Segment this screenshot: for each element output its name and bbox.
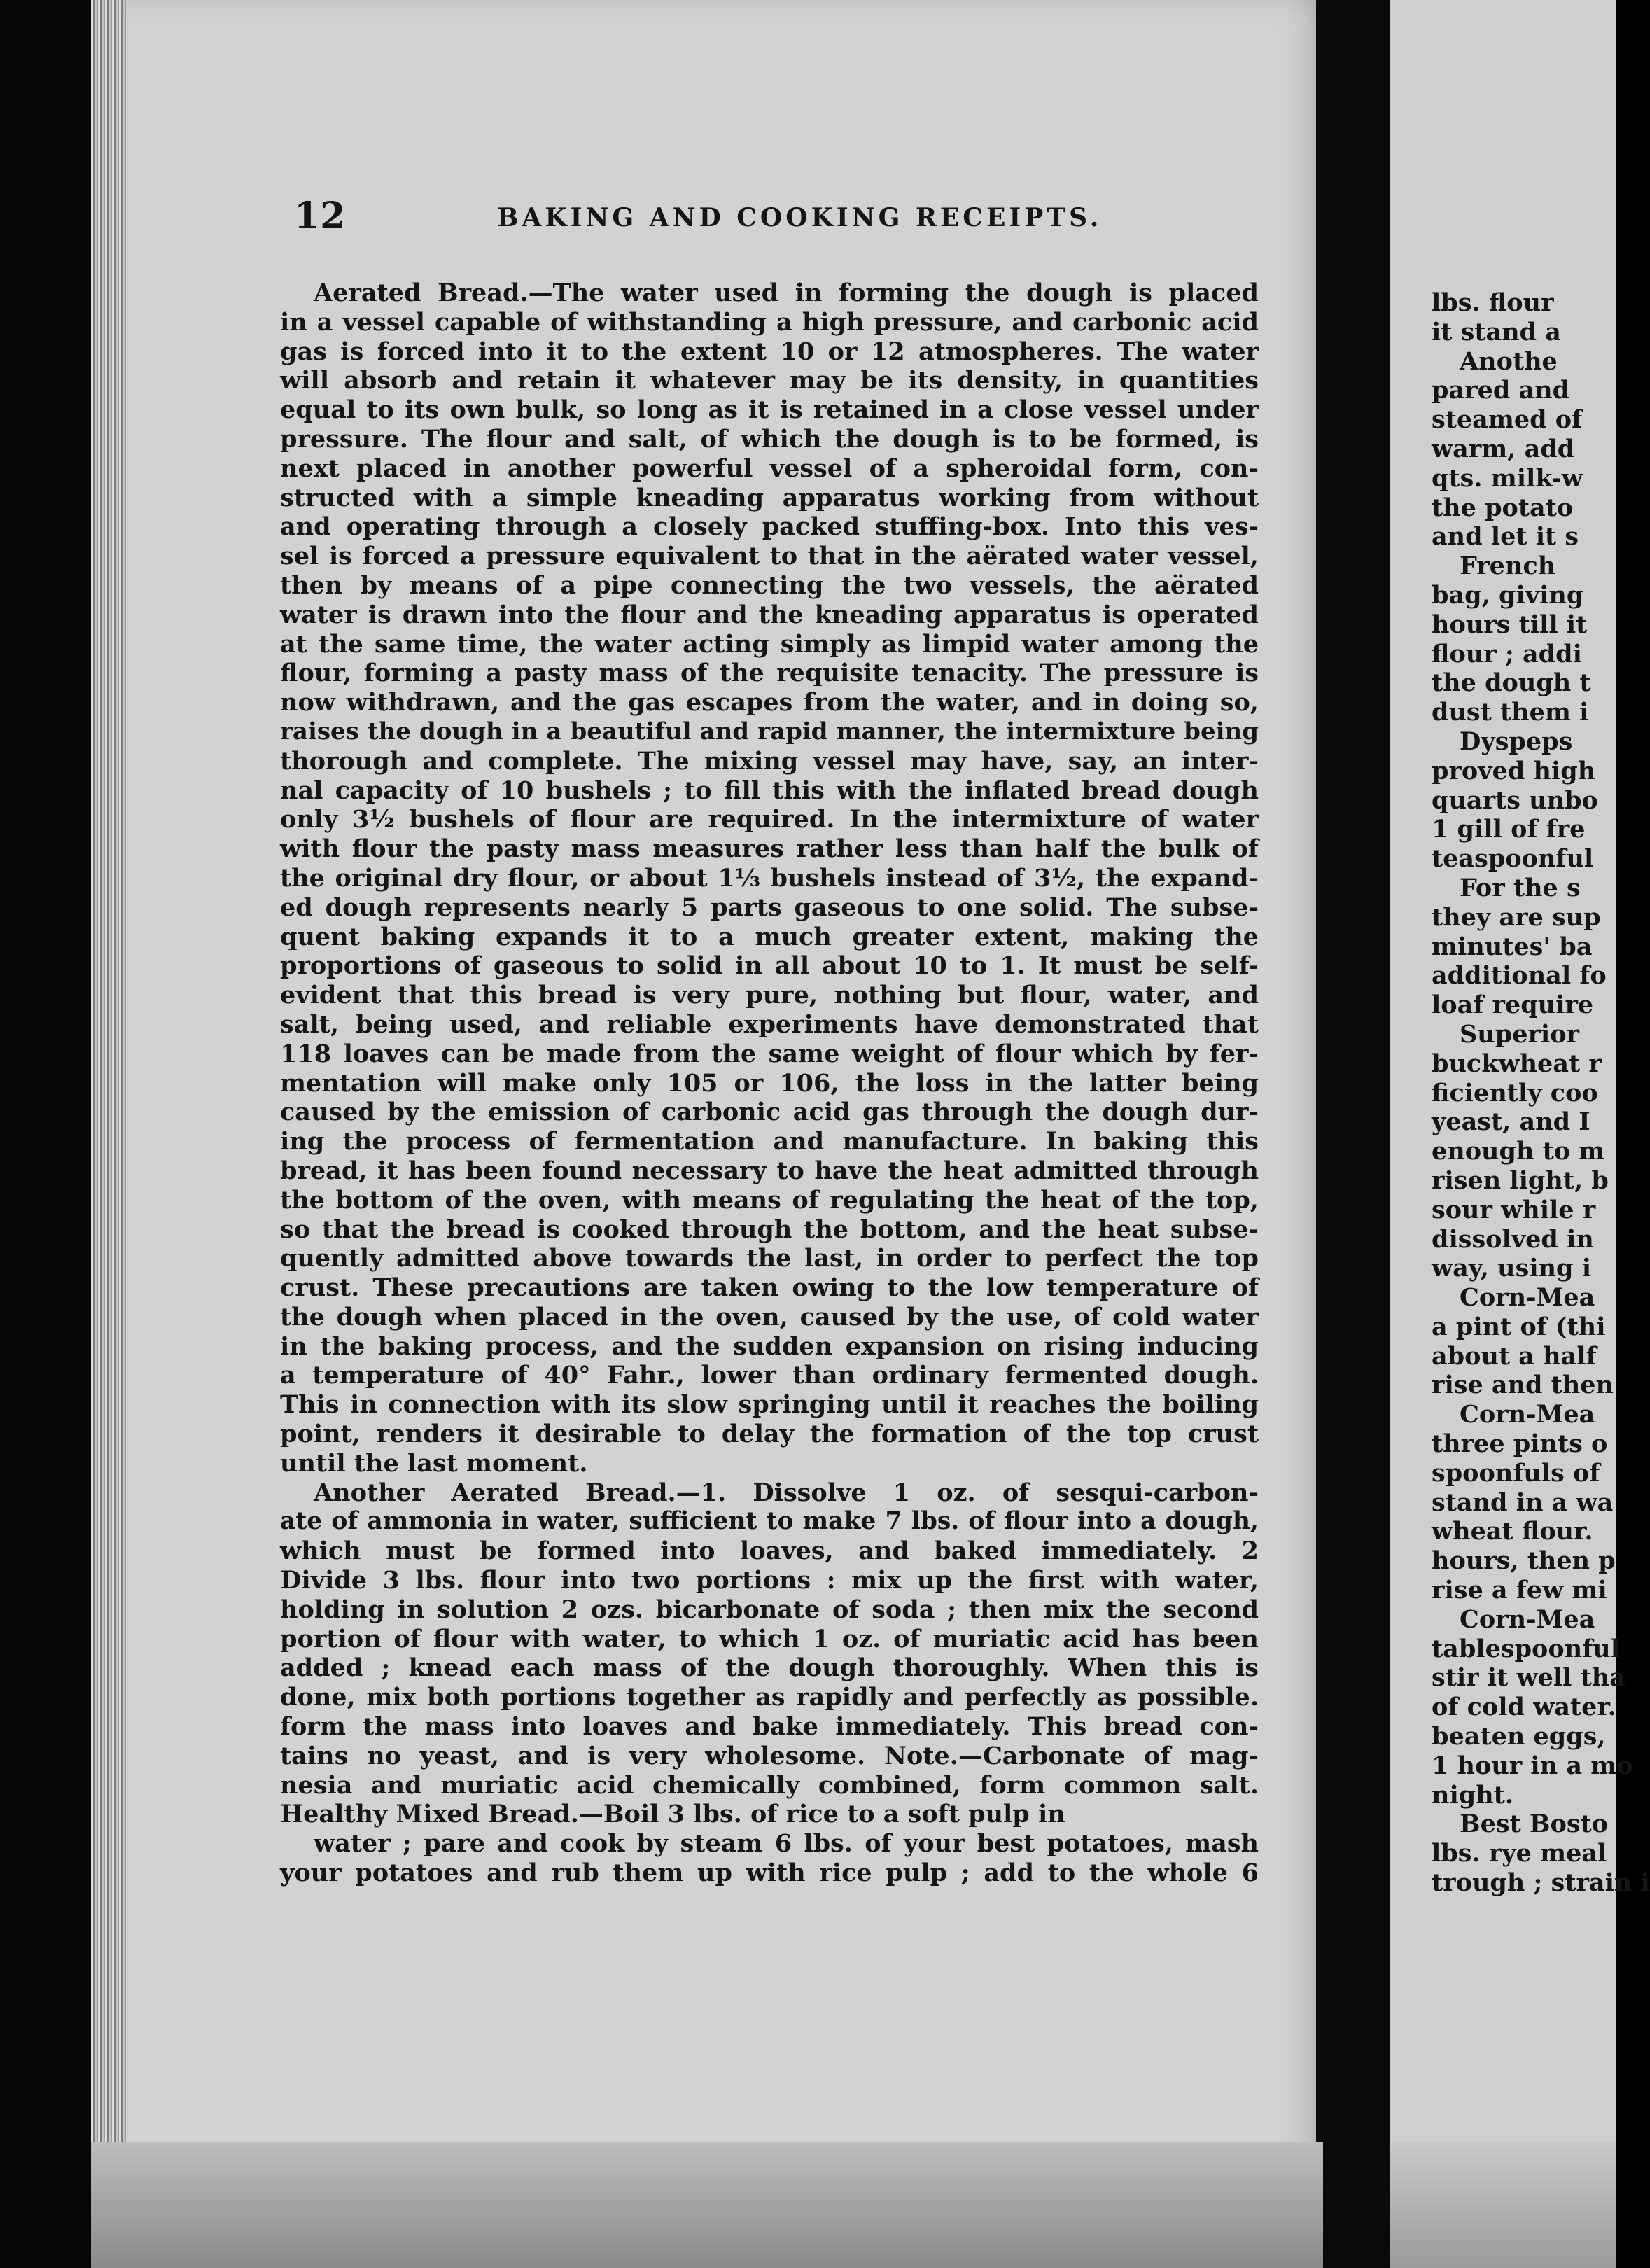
text-line: point, renders it desirable to delay the formation of the top crust: [280, 1420, 1259, 1449]
text-line: only 3½ bushels of flour are required. In the intermixture of water: [280, 805, 1259, 834]
text-line: in the baking process, and the sudden expansion on rising inducing: [280, 1331, 1259, 1361]
text-line: it stand a: [1432, 317, 1561, 346]
text-line: Dyspeps: [1460, 727, 1573, 756]
text-line: hours till it: [1432, 610, 1588, 639]
text-line: they are sup: [1432, 902, 1601, 932]
text-line: the dough t: [1432, 668, 1591, 698]
text-line: three pints o: [1432, 1429, 1608, 1459]
text-line: For the s: [1460, 873, 1581, 902]
text-line: the bottom of the oven, with means of regulating the heat of the top,: [280, 1185, 1259, 1214]
text-line: in a vessel capable of withstanding a high pressure, and carbonic acid: [280, 307, 1259, 337]
text-line: pared and: [1432, 376, 1570, 405]
text-line: Another Aerated Bread.—1. Dissolve 1 oz. of sesqui-carbon-: [314, 1478, 1259, 1507]
text-line: equal to its own bulk, so long as it is retained in a close vessel under: [280, 396, 1259, 425]
text-line: stir it well tha: [1432, 1663, 1625, 1693]
text-line: structed with a simple kneading apparatus working from without: [280, 483, 1259, 512]
text-line: night.: [1432, 1780, 1514, 1809]
text-line: raises the dough in a beautiful and rapid manner, the intermixture being: [280, 717, 1259, 746]
text-line: a pint of (thi: [1432, 1312, 1606, 1341]
text-line: gas is forced into it to the extent 10 or 12 atmospheres. The water: [280, 337, 1259, 366]
text-line: Corn-Mea: [1460, 1604, 1595, 1634]
text-line: Corn-Mea: [1460, 1400, 1595, 1429]
text-line: Anothe: [1460, 346, 1558, 376]
text-line: so that the bread is cooked through the bottom, and the heat subse-: [280, 1214, 1259, 1244]
text-line: proportions of gaseous to solid in all about 10 to 1. It must be self-: [280, 951, 1259, 981]
text-line: pressure. The flour and salt, of which the dough is to be formed, is: [280, 424, 1259, 454]
text-line: added ; knead each mass of the dough thoroughly. When this is: [280, 1653, 1259, 1683]
text-line: ficiently coo: [1432, 1078, 1598, 1107]
text-line: nesia and muriatic acid chemically combined, form common salt.: [280, 1770, 1259, 1800]
text-line: risen light, b: [1432, 1166, 1609, 1195]
text-line: caused by the emission of carbonic acid gas through the dough dur-: [280, 1098, 1259, 1127]
text-line: minutes' ba: [1432, 932, 1593, 961]
text-line: hours, then p: [1432, 1546, 1616, 1576]
text-line: the dough when placed in the oven, caused by the use, of cold water: [280, 1302, 1259, 1331]
text-line: ate of ammonia in water, sufficient to make 7 lbs. of flour into a dough,: [280, 1507, 1259, 1536]
text-line: quently admitted above towards the last, in order to perfect the top: [280, 1244, 1259, 1273]
text-line: next placed in another powerful vessel of a spheroidal form, con-: [280, 454, 1259, 483]
text-line: stand in a wa: [1432, 1488, 1614, 1517]
text-line: spoonfuls of: [1432, 1458, 1600, 1488]
scan-border: [0, 0, 91, 2268]
text-line: quent baking expands it to a much greater extent, making the: [280, 922, 1259, 951]
text-line: of cold water.: [1432, 1693, 1616, 1722]
text-line: mentation will make only 105 or 106, the loss in the latter being: [280, 1068, 1259, 1098]
text-line: dissolved in: [1432, 1224, 1594, 1254]
text-line: water is drawn into the flour and the kneading apparatus is operated: [280, 600, 1259, 629]
text-line: lbs. rye meal: [1432, 1839, 1607, 1868]
text-line: portion of flour with water, to which 1 oz. of muriatic acid has been: [280, 1624, 1259, 1653]
text-line: lbs. flour: [1432, 288, 1554, 317]
text-line: water ; pare and cook by steam 6 lbs. of your best potatoes, mash: [314, 1829, 1259, 1858]
text-line: Superior: [1460, 1019, 1579, 1049]
text-line: additional fo: [1432, 961, 1607, 990]
page-edges: [91, 0, 126, 2268]
text-line: nal capacity of 10 bushels ; to fill this with the inflated bread dough: [280, 776, 1259, 805]
text-line: rise a few mi: [1432, 1576, 1607, 1605]
text-line: yeast, and I: [1432, 1107, 1590, 1137]
text-line: about a half: [1432, 1341, 1597, 1371]
text-line: your potatoes and rub them up with rice pulp ; add to the whole 6: [280, 1858, 1259, 1888]
text-line: Aerated Bread.—The water used in forming the dough is placed: [314, 279, 1259, 307]
text-line: French: [1460, 552, 1556, 581]
text-line: done, mix both portions together as rapidly and perfectly as possible.: [280, 1683, 1259, 1712]
text-line: proved high: [1432, 756, 1596, 785]
text-line: crust. These precautions are taken owing to the low temperature of: [280, 1273, 1259, 1303]
text-line: wheat flour.: [1432, 1517, 1593, 1546]
text-line: trough ; strain i: [1432, 1868, 1650, 1898]
text-line: a temperature of 40° Fahr., lower than ordinary fermented dough.: [280, 1361, 1259, 1390]
text-line: beaten eggs,: [1432, 1722, 1606, 1751]
text-line: Divide 3 lbs. flour into two portions : mix up the first with water,: [280, 1566, 1259, 1595]
text-line: dust them i: [1432, 698, 1589, 727]
text-line: This in connection with its slow springing until it reaches the boiling: [280, 1390, 1259, 1420]
page-bottom-shadow: [91, 2142, 1323, 2268]
text-line: and let it s: [1432, 522, 1579, 552]
text-line: 118 loaves can be made from the same weight of flour which by fer-: [280, 1039, 1259, 1068]
text-line: and operating through a closely packed stuffing-box. Into this ves-: [280, 512, 1259, 542]
text-line: then by means of a pipe connecting the two vessels, the aërated: [280, 570, 1259, 600]
text-line: flour, forming a pasty mass of the requisite tenacity. The pressure is: [280, 659, 1259, 688]
text-line: teaspoonful: [1432, 844, 1594, 874]
text-line: with flour the pasty mass measures rather less than half the bulk of: [280, 834, 1259, 864]
text-line: steamed of: [1432, 405, 1583, 435]
text-line: quarts unbo: [1432, 785, 1598, 815]
text-line: qts. milk-w: [1432, 463, 1583, 493]
left-page-text: [280, 279, 1259, 1888]
text-line: ed dough represents nearly 5 parts gaseous to one solid. The subse-: [280, 892, 1259, 922]
text-line: loaf require: [1432, 990, 1594, 1020]
page-number: 12: [294, 195, 347, 237]
right-page-text: [1432, 288, 1650, 1898]
text-line: evident that this bread is very pure, nothing but flour, water, and: [280, 981, 1259, 1010]
book-gutter: [1316, 0, 1390, 2268]
text-line: enough to m: [1432, 1137, 1605, 1166]
text-line: bag, giving: [1432, 580, 1584, 610]
text-line: flour ; addi: [1432, 639, 1582, 668]
text-line: at the same time, the water acting simply as limpid water among the: [280, 629, 1259, 659]
text-line: 1 hour in a mo: [1432, 1751, 1633, 1780]
text-line: sour while r: [1432, 1195, 1596, 1224]
text-line: way, using i: [1432, 1254, 1592, 1283]
text-line: the original dry flour, or about 1⅓ bushels instead of 3½, the expand-: [280, 863, 1259, 892]
text-line: tains no yeast, and is very wholesome. Note.—Carbonate of mag-: [280, 1741, 1259, 1770]
text-line: which must be formed into loaves, and baked immediately. 2: [280, 1536, 1259, 1566]
text-line: holding in solution 2 ozs. bicarbonate of soda ; then mix the second: [280, 1595, 1259, 1624]
text-line: rise and then: [1432, 1371, 1614, 1400]
text-line: form the mass into loaves and bake immediately. This bread con-: [280, 1712, 1259, 1742]
text-line: Best Bosto: [1460, 1809, 1609, 1839]
page-header: [294, 195, 1257, 244]
text-line: ing the process of fermentation and manufacture. In baking this: [280, 1127, 1259, 1156]
text-line: thorough and complete. The mixing vessel may have, say, an inter-: [280, 746, 1259, 776]
text-line: salt, being used, and reliable experiments have demonstrated that: [280, 1009, 1259, 1039]
right-page-bottom: [1390, 2142, 1616, 2268]
text-line: until the last moment.: [280, 1448, 588, 1478]
text-line: bread, it has been found necessary to have the heat admitted through: [280, 1156, 1259, 1185]
text-line: 1 gill of fre: [1432, 815, 1586, 844]
running-head: BAKING AND COOKING RECEIPTS.: [497, 203, 1103, 232]
text-line: the potato: [1432, 493, 1574, 522]
text-line: buckwheat r: [1432, 1049, 1602, 1078]
text-line: warm, add: [1432, 434, 1575, 463]
text-line: will absorb and retain it whatever may be its density, in quantities: [280, 366, 1259, 396]
text-line: Corn-Mea: [1460, 1283, 1595, 1312]
text-line: tablespoonful: [1432, 1634, 1620, 1663]
text-line: sel is forced a pressure equivalent to that in the aërated water vessel,: [280, 542, 1259, 571]
text-line: Healthy Mixed Bread.—Boil 3 lbs. of rice to a soft pulp in: [280, 1800, 1065, 1829]
text-line: now withdrawn, and the gas escapes from the water, and in doing so,: [280, 688, 1259, 718]
